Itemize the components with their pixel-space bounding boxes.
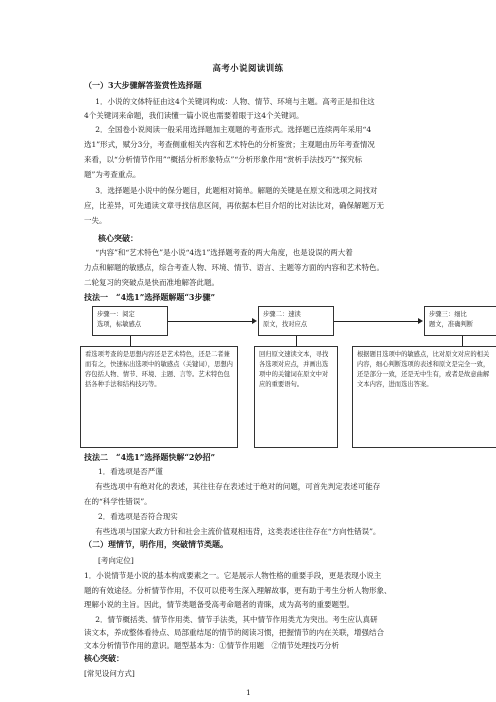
- core1-para-a: “内容”和“艺术特色”是小说“4选1”选择题考查的两大角度，也是设误的两大着: [95, 248, 353, 257]
- core1-para-b: 力点和解题的敏感点，综合考查人物、环境、情节、语言、主题等方面的内容和艺术特色。: [84, 263, 384, 272]
- arrow-2-line: [334, 321, 418, 322]
- sec1-para-1b: 4个关键词来命题，我们读懂一篇小说也需要着眼于这4个关键词。: [84, 111, 304, 120]
- method-2-heading: 技法二 “4选1”选择题快解“2妙招”: [84, 452, 216, 462]
- step-3-description: 根据题目选项中的敏感点，比对原文对应的相关内容，细心判断选项的表述和原文是完全一致，还是部分一致，还是无中生有，或者是故意曲解文本内容，进而选出答案。: [352, 346, 496, 448]
- method2-item-2-line-a: 有些选项与国家大政方针和社会主流价值观相违背，这类表述往往存在“方向性错误”。: [95, 527, 381, 536]
- sec2-para-1b: 题的有效途径。分析情节作用，不仅可以使考生深入理解故事，更有助于考生分析人物形象、: [84, 586, 392, 595]
- core-breakthrough-2-label: 核心突破：: [84, 653, 124, 663]
- sec1-para-1a: 1．小说的文体特征由这4个关键词构成：人物、情节、环境与主题。高考正是扣住这: [95, 97, 375, 106]
- method2-item-2: 2．看选项是否符合现实: [98, 512, 178, 521]
- common-question-tag: [常见设问方式]: [84, 669, 135, 678]
- sec1-para-3b: 应，比差异，可先通读文章寻找信息区间，再依据本栏目介绍的比对法比对，确保解题万无: [84, 201, 384, 210]
- section-1-heading: （一）3大步骤解答鉴赏性选择题: [84, 80, 202, 90]
- core1-para-c: 二轮复习的突破点是快而准地解答此题。: [84, 278, 219, 287]
- method2-item-1: 1．看选项是否严谨: [98, 467, 163, 476]
- method2-item-1-line-a: 有些选项中有绝对化的表述，其往往存在表述过于绝对的问题，可首先判定表述可能存: [95, 482, 381, 491]
- page-title: 高考小说阅读训练: [212, 63, 284, 73]
- sec2-para-2b: 读文本，养成整体看待点、局部重结尾的情节的阅读习惯，把握情节的内在关联，增强结合: [84, 628, 384, 637]
- method-1-heading: 技法一 “4选1”选择题解题“3步骤”: [84, 292, 216, 302]
- connector-2: [296, 336, 297, 346]
- sec1-para-2a: 2．全国卷小说阅读一般采用选择题加主观题的考查形式。选择题已连续两年采用“4: [95, 125, 372, 134]
- arrow-1-head: [252, 318, 257, 324]
- sec2-para-2a: 2．情节概括类、情节作用类、情节手法类，其中情节作用类尤为突出。考生应认真研: [95, 615, 378, 624]
- sec1-para-3a: 3．选择题是小说中的保分题目，此题相对简单。解题的关键是在原文和选项之间找对: [95, 186, 378, 195]
- sec1-para-2d: 题”为考查重点。: [84, 170, 141, 179]
- section-2-heading: （二）理情节，明作用，突破情节类题。: [84, 539, 228, 549]
- sec1-para-3c: 一失。: [84, 216, 107, 225]
- sec2-para-1c: 理解小说的主旨。因此，情节类题备受高考命题者的青睐，成为高考的重要题型。: [84, 600, 354, 609]
- sec2-tag: [考向定位]: [98, 556, 134, 565]
- step-1-description: 看选项考查的是思想内容还是艺术特色，还是二者兼而有之，快速标出选项中的敏感点（关键词），思想内容包括人物、情节、环境、主题、言等。艺术特色包括各种手法和结构技巧等。: [80, 346, 238, 448]
- sec1-para-2c: 来看，以“分析情节作用”“概括分析形象特点”“分析形象作用“赏析手法技巧”“探究标: [84, 155, 363, 164]
- connector-3: [462, 336, 463, 346]
- page-number: 1: [246, 688, 251, 697]
- connector-1: [130, 336, 131, 346]
- sec2-para-1a: 1．小说情节是小说的基本构成要素之一。它是展示人物性格的重要手段，更是表现小说主: [84, 571, 382, 580]
- step-3-box: 步骤三：细比 题文，准确判断: [424, 306, 496, 336]
- core-breakthrough-label: 核心突破：: [98, 233, 138, 243]
- step-2-description: 回归原文速读文本，寻找各选项对应点，并画出选项中的关键词在原文中对应的重要语句。: [254, 346, 338, 448]
- step-2-box: 步骤二：速读 原文，找对应点: [258, 306, 334, 336]
- sec1-para-2b: 选1”形式，赋分3分，考查侧重相关内容和艺术特色的分析鉴赏；主观题由历年考查情况: [84, 140, 375, 149]
- step-1-box: 步骤一：阅定 选项，标敏感点: [92, 306, 168, 336]
- arrow-2-head: [418, 318, 423, 324]
- sec2-para-2c: 文本分析情节作用的意识。题型基本为：①情节作用题 ②情节处理技巧分析: [84, 641, 339, 650]
- arrow-1-line: [168, 321, 252, 322]
- method2-item-1-line-b: 在的“科学性错误”。: [84, 497, 152, 506]
